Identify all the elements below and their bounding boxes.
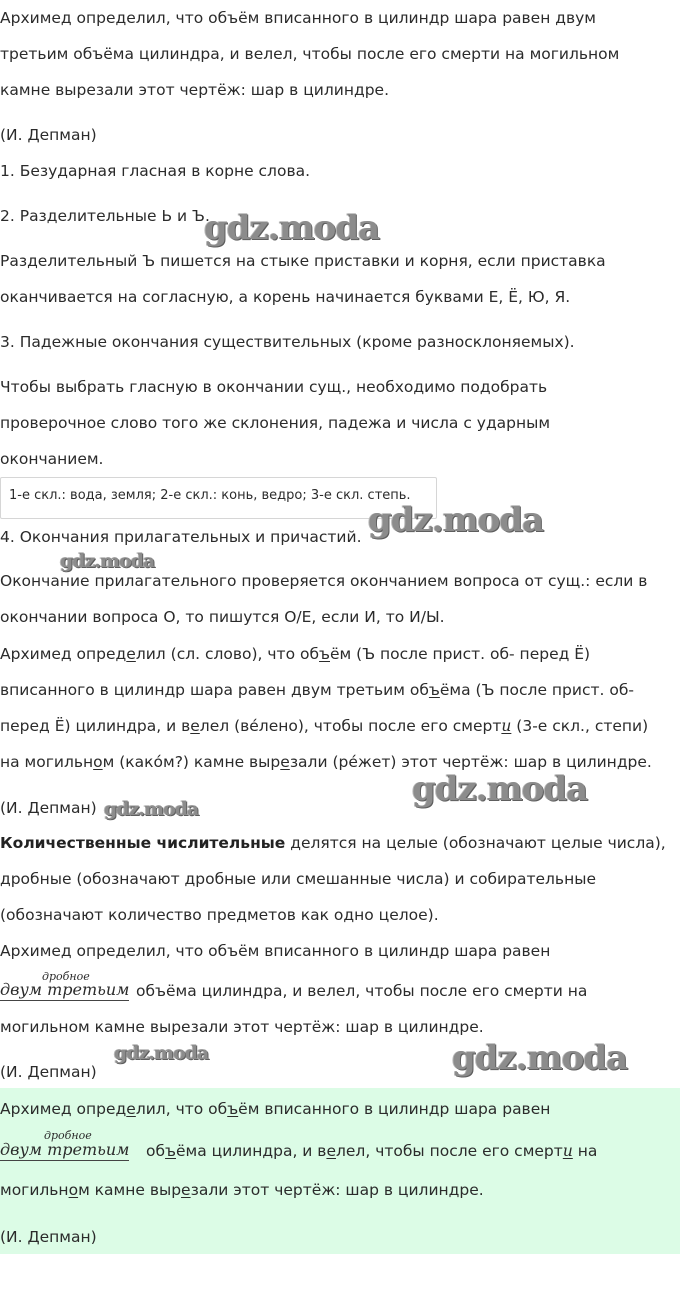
- p5-author: (И. Депман): [0, 1228, 97, 1246]
- p4-author: (И. Депман): [0, 1063, 97, 1081]
- p5-line3: могильном камне вырезали этот чертёж: шар в цилиндре.: [0, 1181, 484, 1199]
- p1-line2: третьим объёма цилиндра, и велел, чтобы после его смерти на могильном: [0, 45, 620, 63]
- p3-line3: (обозначают количество предметов как одно целое).: [0, 906, 439, 924]
- p3-line2: дробные (обозначают дробные или смешанные числа) и собирательные: [0, 870, 596, 888]
- rule-3-line3: окончанием.: [0, 450, 104, 468]
- p3-line1: Количественные числительные делятся на целые (обозначают целые числа),: [0, 834, 666, 852]
- p5-phrase: [0, 1129, 130, 1159]
- marked-letter: е: [280, 753, 290, 771]
- marked-letter: е: [181, 1181, 191, 1199]
- marked-letter: ъ: [319, 645, 330, 663]
- watermark-4: gdz.moda: [104, 798, 199, 820]
- marked-letter: о: [93, 753, 103, 771]
- phrase-underlined: двум третьим: [0, 1140, 130, 1159]
- p2-line4: на могильном (какóм?) камне вырезали (рéжет) этот чертёж: шар в цилиндре.: [0, 753, 652, 771]
- rule-3-line1: Чтобы выбрать гласную в окончании сущ., необходимо подобрать: [0, 378, 548, 396]
- watermark-7: gdz.moda: [452, 1038, 628, 1078]
- p5-line2: объёма цилиндра, и велел, чтобы после его смерти на: [146, 1142, 598, 1160]
- marked-letter: о: [68, 1181, 79, 1199]
- marked-letter: и: [562, 1142, 573, 1160]
- p2-line3: перед Ё) цилиндра, и велел (вéлено), чтобы после его смерти (3-е скл., степи): [0, 717, 649, 735]
- p2-author: (И. Депман): [0, 799, 97, 817]
- phrase-note: дробное: [44, 1129, 92, 1142]
- watermark-1: gdz.moda: [204, 208, 380, 248]
- p4-line1: Архимед определил, что объём вписанного в цилиндр шара равен: [0, 942, 551, 960]
- marked-letter: ъ: [165, 1142, 176, 1160]
- rule-2-line1: Разделительный Ъ пишется на стыке приставки и корня, если приставка: [0, 252, 606, 270]
- p1-author: (И. Депман): [0, 126, 97, 144]
- watermark-2: gdz.moda: [368, 500, 544, 540]
- p1-line1: Архимед определил, что объём вписанного в цилиндр шара равен двум: [0, 9, 596, 27]
- p4-line3: могильном камне вырезали этот чертёж: шар в цилиндре.: [0, 1018, 484, 1036]
- p5-line1: Архимед определил, что объём вписанного в цилиндр шара равен: [0, 1100, 551, 1118]
- phrase-underlined: двум третьим: [0, 980, 130, 999]
- rule-3: 3. Падежные окончания существительных (кроме разносклоняемых).: [0, 333, 575, 351]
- phrase-note: дробное: [42, 970, 90, 983]
- p4-phrase: [0, 970, 130, 999]
- marked-letter: е: [190, 717, 200, 735]
- p1-line3: камне вырезали этот чертёж: шар в цилиндре.: [0, 81, 389, 99]
- watermark-5: gdz.moda: [412, 769, 588, 809]
- rule-1: 1. Безударная гласная в корне слова.: [0, 162, 311, 180]
- rule-4-line2: окончании вопроса О, то пишутся О/Е, если И, то И/Ы.: [0, 608, 445, 626]
- p4-line2: объёма цилиндра, и велел, чтобы после его смерти на: [136, 982, 588, 1000]
- marked-letter: ъ: [428, 681, 440, 699]
- marked-letter: ъ: [227, 1100, 239, 1118]
- rule-4-line1: Окончание прилагательного проверяется окончанием вопроса от сущ.: если в: [0, 572, 648, 590]
- p2-line1: Архимед определил (сл. слово), что объём (Ъ после прист. об- перед Ё): [0, 645, 591, 663]
- rule-2-line2: оканчивается на согласную, а корень начинается буквами Е, Ё, Ю, Я.: [0, 288, 571, 306]
- marked-letter: и: [501, 717, 512, 735]
- rule-4: 4. Окончания прилагательных и причастий.: [0, 528, 362, 546]
- term: Количественные числительные: [0, 834, 286, 852]
- p2-line2: вписанного в цилиндр шара равен двум третьим объёма (Ъ после прист. об-: [0, 681, 635, 699]
- watermark-3: gdz.moda: [60, 550, 155, 572]
- marked-letter: е: [126, 645, 136, 663]
- rule-2: 2. Разделительные Ь и Ъ.: [0, 207, 210, 225]
- rule-3-line2: проверочное слово того же склонения, падежа и числа с ударным: [0, 414, 551, 432]
- marked-letter: е: [326, 1142, 336, 1160]
- marked-letter: е: [126, 1100, 136, 1118]
- declension-examples: 1-е скл.: вода, земля; 2-е скл.: конь, ведро; 3-е скл. степь.: [9, 488, 411, 503]
- watermark-6: gdz.moda: [114, 1042, 209, 1064]
